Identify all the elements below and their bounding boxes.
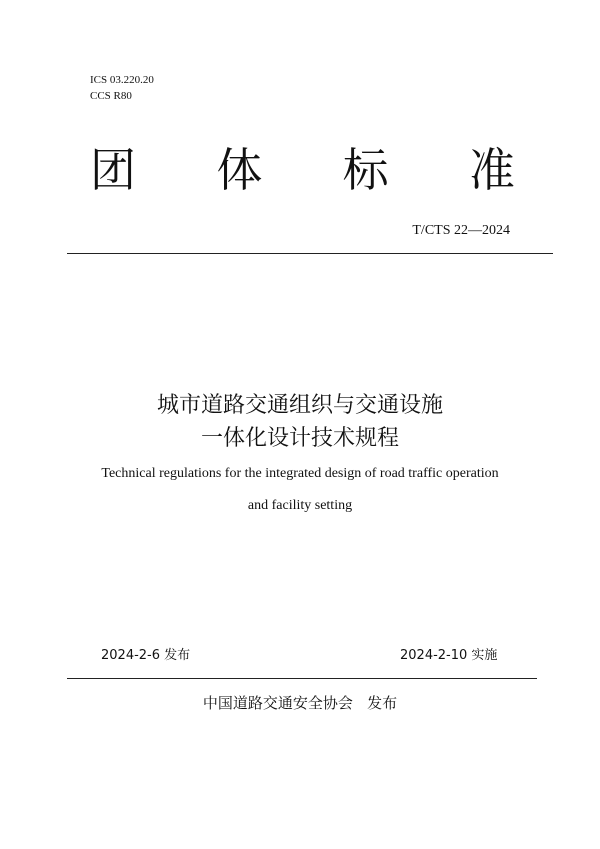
standard-number: T/CTS 22—2024 [412,223,510,238]
publisher: 中国道路交通安全协会 发布 [202,694,398,712]
document-type-heading [60,142,540,198]
title-english-line-1: Technical regulations for the integrated design of road traffic operation [101,466,499,481]
title-chinese-line-2: 一体化设计技术规程 [200,426,399,451]
title-english-line-2: and facility setting [247,498,353,513]
top-divider [67,253,553,254]
implementation-date: 2024-2-10 实施 [400,648,498,663]
document-type-char: 标 [342,143,389,197]
bottom-divider [67,678,537,679]
issue-date: 2024-2-6 发布 [101,648,191,663]
title-chinese-line-1: 城市道路交通组织与交通设施 [156,393,443,418]
document-type-char: 团 [90,143,136,197]
ccs-code: CCS R80 [90,90,132,102]
document-type-char: 准 [468,143,515,197]
document-type-char: 体 [216,143,263,197]
ics-code: ICS 03.220.20 [90,74,154,86]
